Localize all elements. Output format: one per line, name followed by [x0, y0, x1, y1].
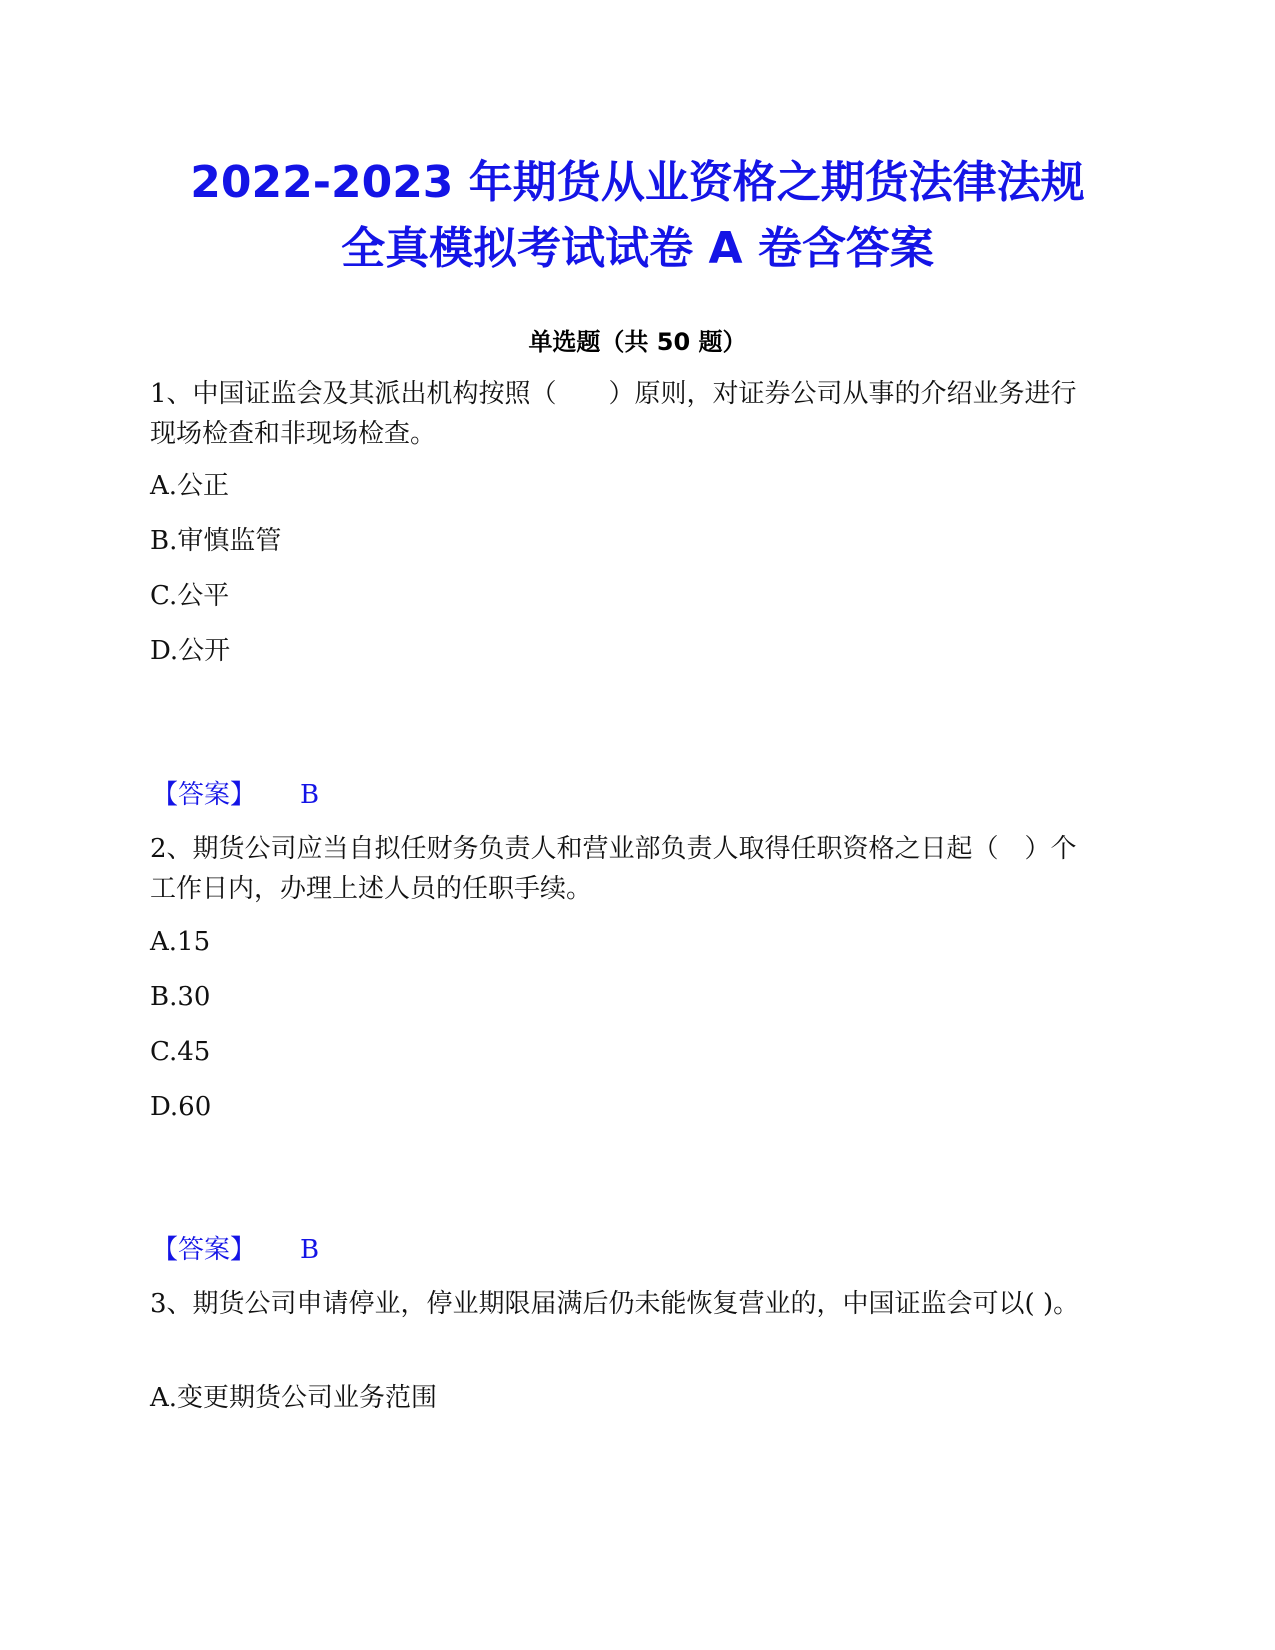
- option-d: D.60: [150, 1092, 212, 1122]
- question-2: [150, 829, 1100, 1122]
- question-1: [150, 374, 1100, 666]
- question-3: [150, 1284, 1100, 1413]
- answer-value: B: [300, 1235, 320, 1265]
- option-c: C.45: [150, 1037, 211, 1067]
- question-stem: 3、期货公司申请停业，停业期限届满后仍未能恢复营业的，中国证监会可以( )。: [150, 1289, 1080, 1319]
- answer-2: [152, 1233, 319, 1267]
- document-title-line-1: 2022-2023 年期货从业资格之期货法律法规: [190, 157, 1085, 208]
- option-a: A.变更期货公司业务范围: [150, 1383, 438, 1413]
- option-a: A.15: [150, 927, 211, 957]
- option-b: B.30: [150, 982, 211, 1012]
- question-stem: 2、期货公司应当自拟任财务负责人和营业部负责人取得任职资格之日起（ ）个工作日内，办理上述人员的任职手续。: [150, 834, 1077, 904]
- option-a: A.公正: [150, 471, 230, 501]
- option-c: C.公平: [150, 581, 230, 611]
- answer-1: [152, 778, 319, 812]
- answer-label: 【答案】: [152, 780, 257, 810]
- option-b: B.审慎监管: [150, 526, 282, 556]
- section-heading: 单选题（共 50 题）: [528, 328, 747, 356]
- answer-value: B: [300, 780, 320, 810]
- question-stem: 1、中国证监会及其派出机构按照（ ）原则，对证券公司从事的介绍业务进行现场检查和非现场检查。: [150, 379, 1077, 449]
- option-d: D.公开: [150, 636, 231, 666]
- document-title-line-2: 全真模拟考试试卷 A 卷含答案: [341, 223, 934, 274]
- answer-label: 【答案】: [152, 1235, 257, 1265]
